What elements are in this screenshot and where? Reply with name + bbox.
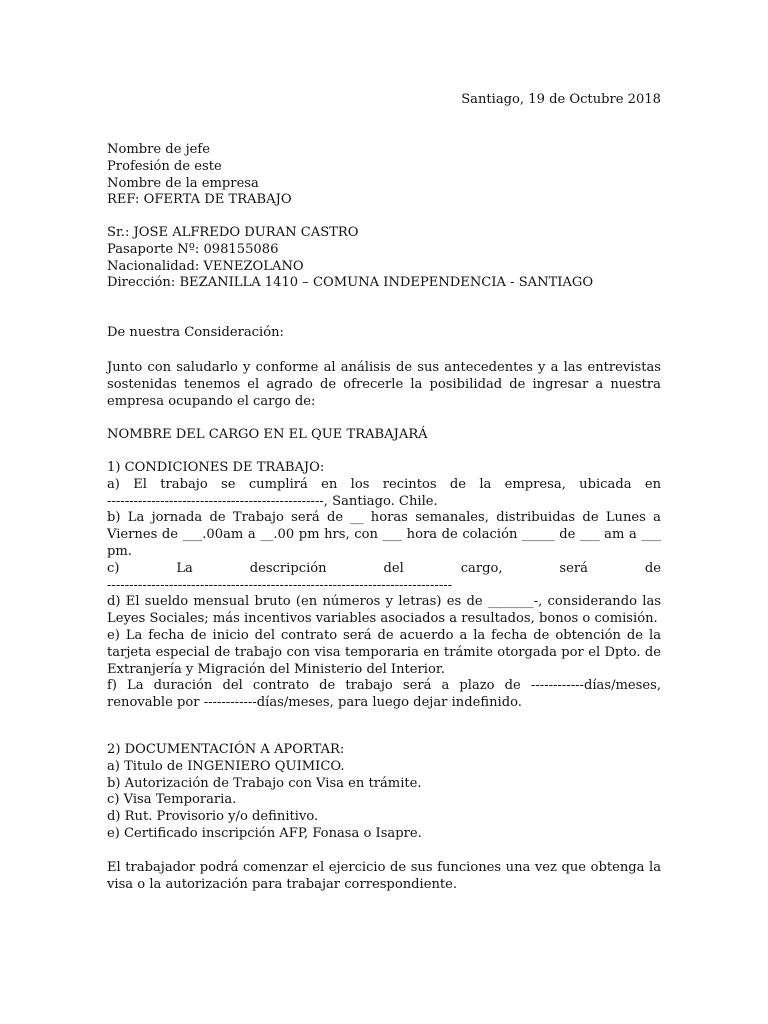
condition-a-line1: a) El trabajo se cumplirá en los recintos de la empresa, ubicada en [107, 476, 661, 492]
candidate-name: Sr.: JOSE ALFREDO DURAN CASTRO [107, 225, 359, 240]
greeting-text: De nuestra Consideración: [107, 325, 284, 340]
recipient-line: Nombre de la empresa [107, 175, 259, 191]
position-title-text: NOMBRE DEL CARGO EN EL QUE TRABAJARÁ [107, 427, 428, 442]
recipient-line: Nombre de jefe [107, 142, 211, 157]
reference-line: REF: OFERTA DE TRABAJO [107, 192, 292, 208]
section-documents [107, 742, 661, 843]
condition-f: f) La duración del contrato de trabajo será a plazo de ------------días/meses, renovable por ------------días/meses, para luego dejar indefinido. [107, 678, 661, 711]
intro-paragraph [107, 360, 661, 410]
condition-c-line2: ------------------------------------------------------------------------------ [107, 577, 453, 593]
document-item: e) Certificado inscripción AFP, Fonasa o Isapre. [107, 825, 422, 841]
section-heading: 1) CONDICIONES DE TRABAJO: [107, 460, 325, 475]
condition-e: e) La fecha de inicio del contrato será de acuerdo a la fecha de obtención de la tarjeta especial de trabajo con visa temporaria en trámite otorgada por el Dpto. de Extranjería y Migración del Ministerio del Interior. [107, 627, 661, 677]
document-item: b) Autorización de Trabajo con Visa en trámite. [107, 775, 422, 791]
candidate-block [107, 225, 661, 292]
candidate-nationality: Nacionalidad: VENEZOLANO [107, 258, 304, 274]
intro-text: Junto con saludarlo y conforme al análisis de sus antecedentes y a las entrevistas sostenidas tenemos el agrado de ofrecerle la posibilidad de ingresar a nuestra empresa ocupando el cargo de: [107, 360, 661, 409]
closing-text: El trabajador podrá comenzar el ejercicio de sus funciones una vez que obtenga la visa o la autorización para trabajar correspondiente. [107, 860, 661, 892]
condition-c-line1: c) La descripción del cargo, será de [107, 560, 661, 576]
condition-a-line2: -------------------------------------------------, Santiago. Chile. [107, 493, 438, 509]
closing-paragraph [107, 860, 661, 894]
condition-b: b) La jornada de Trabajo será de __ horas semanales, distribuidas de Lunes a Viernes de ___.00am a __.00 pm hrs, con ___ hora de colación _____ de ___ am a ___ pm. [107, 510, 661, 559]
position-title [107, 427, 661, 444]
section-conditions [107, 460, 661, 712]
candidate-passport: Pasaporte Nº: 098155086 [107, 241, 279, 257]
candidate-address: Dirección: BEZANILLA 1410 – COMUNA INDEPENDENCIA - SANTIAGO [107, 275, 594, 291]
letter-date: Santiago, 19 de Octubre 2018 [461, 92, 661, 107]
document-item: c) Visa Temporaria. [107, 792, 237, 808]
recipient-line: Profesión de este [107, 158, 222, 174]
greeting [107, 325, 661, 342]
recipient-block [107, 142, 661, 209]
document-item: a) Titulo de INGENIERO QUIMICO. [107, 758, 345, 774]
document-item: d) Rut. Provisorio y/o definitivo. [107, 809, 319, 825]
condition-d: d) El sueldo mensual bruto (en números y letras) es de _______-, considerando las Leyes Sociales; más incentivos variables asociados a resultados, bonos o comisión. [107, 594, 661, 627]
section-heading: 2) DOCUMENTACIÓN A APORTAR: [107, 742, 345, 757]
